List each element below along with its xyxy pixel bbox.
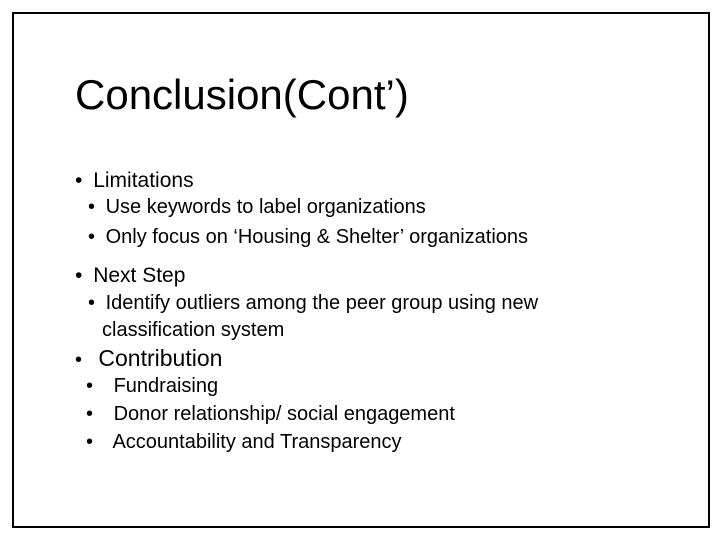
bullet-icon: •	[88, 226, 96, 248]
list-item	[88, 227, 528, 247]
bullet-icon: •	[88, 196, 96, 218]
list-item	[86, 432, 402, 452]
list-item-label: Use keywords to label organizations	[105, 196, 426, 218]
list-item-label: Only focus on ‘Housing & Shelter’ organizations	[105, 226, 529, 248]
slide-title: Conclusion(Cont’)	[75, 71, 409, 118]
list-item-label: Donor relationship/ social engagement	[113, 403, 455, 425]
list-item-label: Fundraising	[113, 375, 219, 397]
list-item-label: Accountability and Transparency	[112, 431, 402, 453]
list-item	[88, 197, 426, 217]
section-heading-label: Contribution	[98, 345, 223, 371]
bullet-icon: •	[75, 169, 83, 192]
bullet-icon: •	[86, 431, 94, 453]
bullet-icon: •	[86, 375, 94, 397]
section-heading-contribution	[75, 347, 222, 370]
bullet-icon: •	[75, 264, 83, 287]
section-heading-limitations	[75, 170, 194, 191]
section-heading-label: Next Step	[93, 264, 186, 287]
list-item	[86, 404, 455, 424]
bullet-icon: •	[88, 292, 96, 314]
list-item	[86, 376, 218, 396]
bullet-icon: •	[86, 403, 94, 425]
list-item-label: classification system	[102, 319, 285, 341]
list-item-label: Identify outliers among the peer group using new	[105, 292, 539, 314]
section-heading-label: Limitations	[93, 169, 194, 192]
list-item	[88, 293, 538, 313]
list-item-continuation	[102, 320, 284, 340]
bullet-icon: •	[75, 349, 83, 371]
section-heading-next-step	[75, 265, 185, 286]
